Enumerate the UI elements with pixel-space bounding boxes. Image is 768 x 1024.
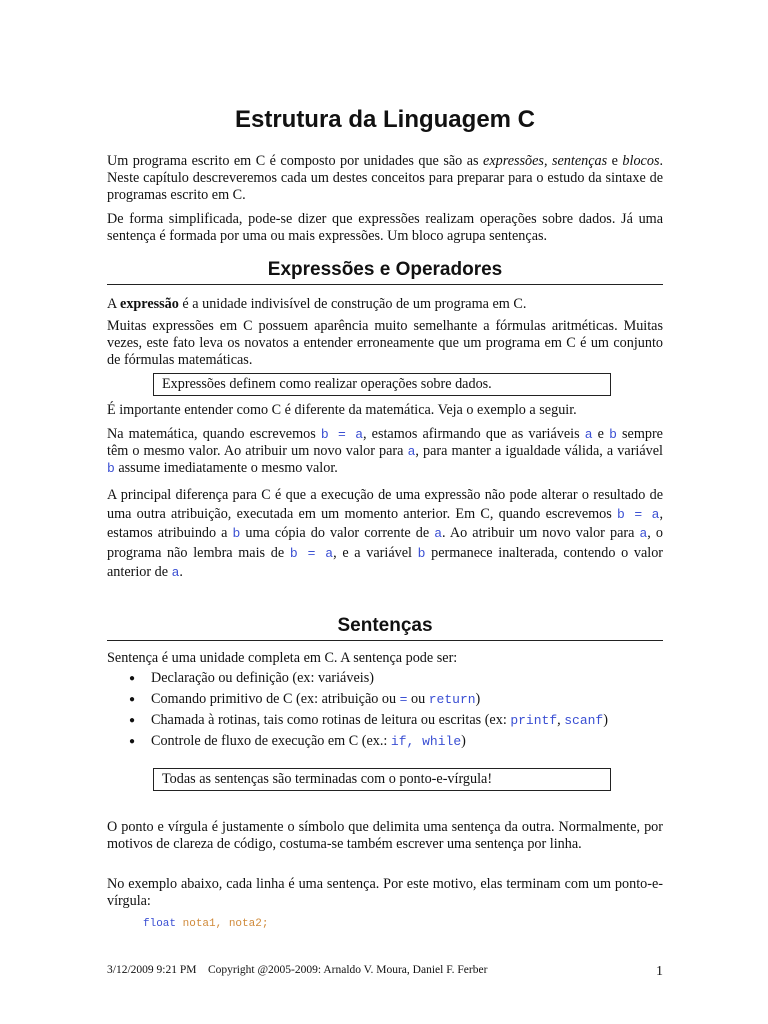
ponto-virgula-paragraph: O ponto e vírgula é justamente o símbolo que delimita uma sentença da outra. Normalmente, por motivos de clareza de código, costuma-se também escrever uma sentença por linha.	[107, 819, 663, 852]
math-example-paragraph: Na matemática, quando escrevemos b = a, estamos afirmando que as variáveis a e b sempre têm o mesmo valor. Ao atribuir um novo valor para a, para manter a igualdade válida, a variável b assume imediatamente o mesmo valor.	[107, 426, 663, 476]
code-example	[143, 913, 268, 931]
code-b-eq-a: b = a	[617, 506, 660, 522]
page-number: 1	[656, 964, 663, 979]
code-a: a	[639, 526, 648, 542]
sentenca-definition: Sentença é uma unidade completa em C. A sentença pode ser:	[107, 650, 458, 666]
page-footer: 3/12/2009 9:21 PM Copyright @2005-2009: Arnaldo V. Moura, Daniel F. Ferber	[107, 964, 488, 976]
section-heading-expressoes: Expressões e Operadores	[107, 259, 663, 285]
code-b: b	[107, 461, 115, 476]
section-heading-sentencas: Sentenças	[107, 615, 663, 641]
code-a: a	[584, 427, 593, 442]
list-item: ● Controle de fluxo de execução em C (ex.: if, while)	[107, 731, 663, 752]
code-identifiers: nota1, nota2;	[176, 918, 269, 930]
code-b: b	[609, 427, 617, 442]
code-b-eq-a: b = a	[320, 427, 363, 442]
intro-paragraph-2: De forma simplificada, pode-se dizer que expressões realizam operações sobre dados. Já uma sentença é formada por uma ou mais expressões. Um bloco agrupa sentenças.	[107, 211, 663, 244]
expressao-definition: A expressão é a unidade indivisível de construção de um programa em C.	[107, 296, 527, 312]
list-item: ● Comando primitivo de C (ex: atribuição ou = ou return)	[107, 689, 663, 710]
code-a: a	[434, 526, 443, 542]
document-page	[107, 0, 663, 1024]
code-b: b	[232, 526, 241, 542]
code-a: a	[407, 444, 416, 459]
intro-paragraph-1: Um programa escrito em C é composto por unidades que são as expressões, sentenças e blocos. Neste capítulo descreveremos cada um destes conceitos para preparar para o estudo da sintaxe de programas escrito em C.	[107, 153, 664, 203]
example-intro-paragraph: No exemplo abaixo, cada linha é uma sentença. Por este motivo, elas terminam com um ponto-e-vírgula:	[107, 876, 663, 909]
page-title: Estrutura da Linguagem C	[234, 106, 536, 133]
code-a: a	[171, 565, 180, 581]
sentenca-types-list	[107, 668, 663, 752]
code-b-eq-a: b = a	[289, 545, 334, 561]
sentenca-note-box: Todas as sentenças são terminadas com o ponto-e-vírgula!	[153, 768, 611, 791]
code-keyword: float	[143, 918, 177, 930]
expressao-paragraph-2: Muitas expressões em C possuem aparência muito semelhante a fórmulas aritméticas. Muitas vezes, este fato leva os novatos a entender erroneamente que um programa em C é um conjunto de fórmulas matemáticas.	[107, 318, 663, 368]
c-difference-paragraph: A principal diferença para C é que a execução de uma expressão não pode alterar o resultado de uma outra atribuição, executada em um momento anterior. Em C, quando escrevemos b = a, estamos atribuindo a b uma cópia do valor corrente de a. Ao atribuir um novo valor para a, o programa não lembra mais de b = a, e a variável b permanece inalterada, contendo o valor anterior de a.	[107, 487, 664, 581]
list-item: ● Declaração ou definição (ex: variáveis)	[107, 668, 663, 689]
list-item: ● Chamada à rotinas, tais como rotinas de leitura ou escritas (ex: printf, scanf)	[107, 710, 663, 731]
expressao-note-box: Expressões definem como realizar operações sobre dados.	[153, 373, 611, 396]
expressao-paragraph-3: É importante entender como C é diferente da matemática. Veja o exemplo a seguir.	[107, 402, 577, 418]
code-b: b	[417, 545, 426, 561]
